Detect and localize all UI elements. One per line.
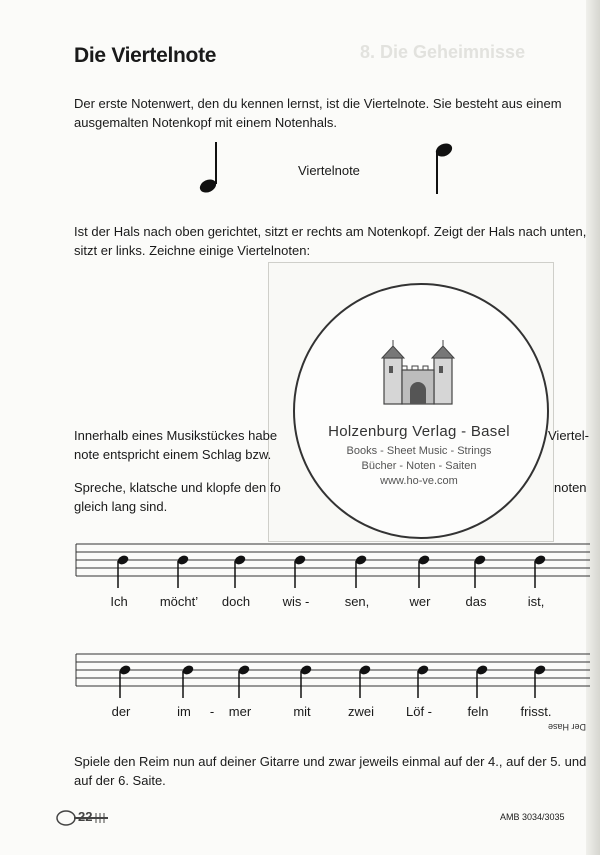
- beat-paragraph: Innerhalb eines Musikstückes habe note entspricht einem Schlag bzw.: [74, 428, 278, 462]
- lyric-syllable: mer: [228, 704, 252, 719]
- quarter-note: [176, 554, 189, 588]
- guitar-exercise-paragraph: Spiele den Reim nun auf deiner Gitarre und zwar jeweils einmal auf der 4., auf der 5. und auf der 6. Saite.: [74, 754, 587, 788]
- quarter-note: [416, 664, 429, 698]
- catalog-footer: AMB 3034/3035: [500, 812, 565, 822]
- stem-rule-paragraph: Ist der Hals nach oben gerichtet, sitzt er rechts am Notenkopf. Zeigt der Hals nach unten, sitzt er links. Zeichne einige Viertelnoten:: [74, 224, 587, 258]
- intro-paragraph: Der erste Notenwert, den du kennen lernst, ist die Viertelnote. Sie besteht aus einem ausgemalten Notenkopf mit einem Notenhals.: [74, 96, 562, 130]
- publisher-name: Holzenburg Verlag - Basel: [328, 423, 510, 440]
- quarter-note: [116, 554, 129, 588]
- lyric-syllable: der: [111, 704, 131, 719]
- lyric-syllable: das: [465, 594, 487, 609]
- quarter-note: [533, 664, 546, 698]
- page-number: 22: [78, 809, 93, 824]
- note-label: Viertelnote: [298, 163, 360, 178]
- lyric-syllable: Ich: [110, 594, 128, 609]
- clap-paragraph: Spreche, klatsche und klopfe den fo gleich lang sind.: [74, 480, 281, 514]
- page-title: Die Viertelnote: [74, 44, 217, 67]
- lyric-syllable: sen,: [344, 594, 370, 609]
- quarter-note: [475, 664, 488, 698]
- lyric-syllable: frisst.: [520, 704, 552, 719]
- publisher-tagline-de: Bücher - Noten - Saiten: [361, 460, 477, 472]
- quarter-note-stem-up-icon: [196, 138, 226, 198]
- lyric-syllable: wis -: [282, 594, 310, 609]
- lyric-syllable: feln: [467, 704, 489, 719]
- lyric-syllable: wer: [409, 594, 431, 609]
- beat-paragraph-tail: Viertel-: [548, 428, 589, 443]
- quarter-note: [354, 554, 367, 588]
- quarter-note: [233, 554, 246, 588]
- quarter-note-stem-down-icon: [424, 138, 460, 198]
- lyric-syllable: mit: [293, 704, 311, 719]
- quarter-note: [473, 554, 486, 588]
- music-staff-2: [74, 648, 594, 708]
- lyric-syllable: doch: [221, 594, 251, 609]
- lyric-syllable: -: [209, 704, 215, 719]
- lyric-syllable: Löf -: [405, 704, 432, 719]
- lyric-syllable: möcht’: [159, 594, 199, 609]
- quarter-note: [299, 664, 312, 698]
- quarter-note: [237, 664, 250, 698]
- lyric-syllable: ist,: [527, 594, 545, 609]
- clap-paragraph-tail: noten: [554, 480, 587, 495]
- rotated-caption: Der Hase: [548, 722, 587, 732]
- castle-logo-icon: [376, 340, 462, 406]
- lyric-syllable: im: [177, 704, 191, 719]
- quarter-note: [533, 554, 546, 588]
- music-staff-1: [74, 538, 594, 598]
- quarter-note: [293, 554, 306, 588]
- ghost-heading-bleedthrough: 8. Die Geheimnisse: [360, 42, 526, 62]
- publisher-tagline-en: Books - Sheet Music - Strings: [346, 445, 492, 457]
- quarter-note: [358, 664, 371, 698]
- publisher-website: www.ho-ve.com: [380, 475, 458, 487]
- quarter-note: [417, 554, 430, 588]
- publisher-stamp: [293, 283, 549, 539]
- lyric-syllable: zwei: [347, 704, 374, 719]
- quarter-note: [181, 664, 194, 698]
- quarter-note: [118, 664, 131, 698]
